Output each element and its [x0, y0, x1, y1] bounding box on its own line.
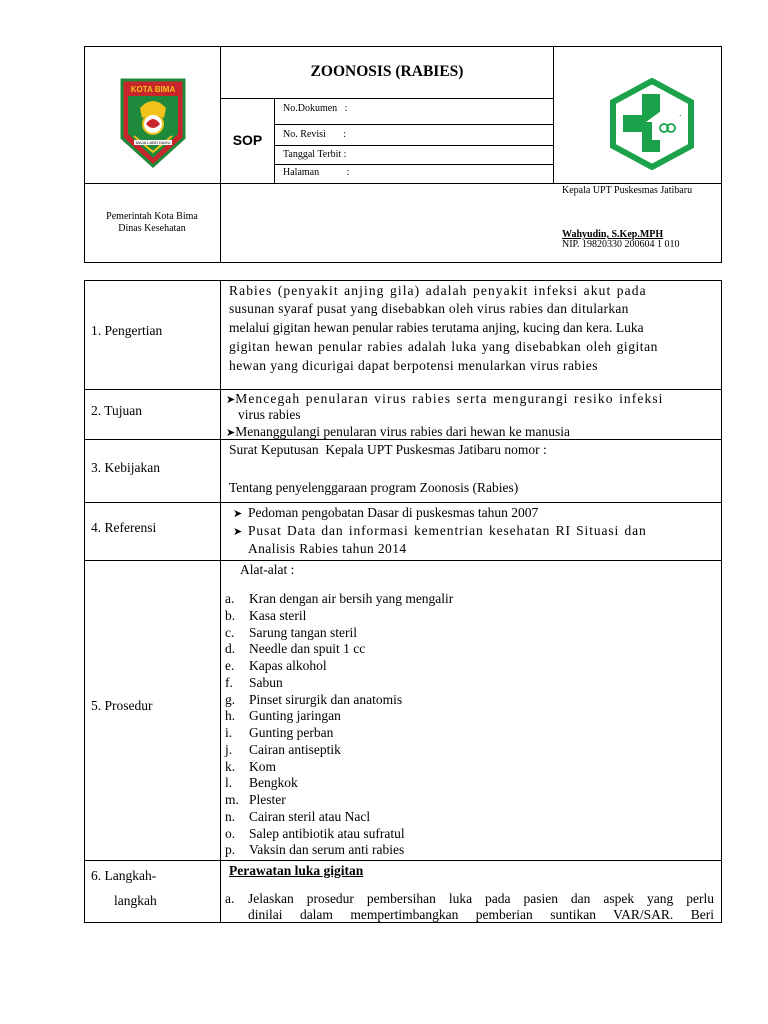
pengertian-line: gigitan hewan penular rabies adalah luka yang disebabkan oleh gigitan [229, 339, 658, 354]
puskesmas-logo [608, 78, 696, 170]
prosedur-item [225, 775, 298, 792]
prosedur-item-letter: j. [225, 741, 233, 757]
pengertian-line: Rabies (penyakit anjing gila) adalah penyakit infeksi akut pada [229, 283, 647, 298]
referensi-item-continued: Analisis Rabies tahun 2014 [248, 541, 407, 556]
prosedur-item-letter: o. [225, 825, 236, 841]
prosedur-item [225, 608, 306, 625]
arrow-bullet-icon: ➤ [233, 525, 243, 538]
kebijakan-line: Tentang penyelenggaraan program Zoonosis (Rabies) [229, 480, 519, 495]
prosedur-item-letter: e. [225, 658, 235, 673]
langkah-item-line: Jelaskan prosedur pembersihan luka pada pasien dan aspek yang perlu [248, 891, 714, 906]
tujuan-item: ➤Menanggulangi penularan virus rabies dari hewan ke manusia [226, 424, 570, 439]
prosedur-item-letter: l. [225, 775, 233, 791]
prosedur-item [225, 708, 341, 725]
label-pengertian: 1. Pengertian [91, 323, 163, 338]
field-no-dokumen: No.Dokumen : [283, 103, 348, 114]
referensi-item: ➤ Pedoman pengobatan Dasar di puskesmas tahun 2007 [233, 505, 539, 520]
prosedur-item [225, 692, 402, 709]
label-langkah: 6. Langkah- [91, 868, 157, 883]
label-referensi: 4. Referensi [91, 520, 157, 535]
prosedur-item [225, 792, 286, 809]
prosedur-item-text: Bengkok [249, 775, 298, 791]
prosedur-item-text: Cairan steril atau Nacl [249, 808, 371, 824]
prosedur-item [225, 742, 341, 759]
signer-title: Kepala UPT Puskesmas Jatibaru [562, 185, 693, 196]
prosedur-item-text: Plester [249, 792, 286, 807]
arrow-bullet-icon: ➤ [226, 426, 236, 439]
prosedur-item [225, 675, 283, 692]
prosedur-item [225, 826, 405, 843]
label-tujuan: 2. Tujuan [91, 403, 143, 418]
label-kebijakan: 3. Kebijakan [91, 460, 160, 475]
prosedur-item-text: Salep antibiotik atau sufratul [249, 825, 405, 841]
field-tanggal-terbit: Tanggal Terbit : [283, 149, 347, 160]
prosedur-item-letter: b. [225, 607, 236, 623]
prosedur-item-letter: i. [225, 725, 233, 740]
org-department: Dinas Kesehatan [118, 223, 186, 234]
prosedur-item-text: Gunting perban [249, 725, 334, 740]
prosedur-item-text: Kran dengan air bersih yang mengalir [249, 591, 454, 606]
prosedur-item-text: Kapas alkohol [249, 658, 327, 673]
arrow-bullet-icon: ➤ [233, 507, 243, 520]
prosedur-item [225, 625, 357, 642]
prosedur-item-letter: k. [225, 758, 236, 774]
prosedur-item-text: Vaksin dan serum anti rabies [249, 842, 405, 858]
prosedur-item-text: Kom [249, 758, 276, 774]
prosedur-item-text: Sarung tangan steril [249, 624, 357, 640]
prosedur-item [225, 658, 327, 675]
prosedur-item-letter: n. [225, 808, 236, 824]
prosedur-item-letter: a. [225, 591, 235, 606]
prosedur-item [225, 759, 276, 776]
referensi-item: ➤ Pusat Data dan informasi kementrian kesehatan RI Situasi dan [233, 523, 647, 538]
kebijakan-line: Surat Keputusan Kepala UPT Puskesmas Jatibaru nomor : [229, 442, 547, 457]
prosedur-item-letter: c. [225, 624, 235, 640]
tujuan-item: ➤Mencegah penularan virus rabies serta mengurangi resiko infeksi [226, 391, 664, 406]
prosedur-item [225, 809, 370, 826]
label-langkah-continued: langkah [114, 893, 157, 908]
field-halaman: Halaman : [283, 167, 350, 178]
langkah-item-label: a. [225, 891, 235, 906]
prosedur-item-text: Pinset sirurgik dan anatomis [249, 691, 403, 707]
prosedur-item-letter: d. [225, 641, 236, 657]
prosedur-item [225, 641, 365, 658]
prosedur-item [225, 725, 333, 742]
emblem-text: KOTA BIMA [130, 85, 176, 94]
org-name: Pemerintah Kota Bima [106, 211, 198, 222]
prosedur-item-text: Gunting jaringan [249, 708, 341, 724]
langkah-heading: Perawatan luka gigitan [229, 863, 364, 878]
prosedur-item-text: Cairan antiseptik [249, 741, 341, 757]
sop-label: SOP [232, 132, 263, 148]
pengertian-line: hewan yang dicurigai dapat berpotensi menularkan virus rabies [229, 358, 598, 373]
prosedur-item [225, 591, 453, 608]
arrow-bullet-icon: ➤ [226, 393, 236, 406]
kota-bima-emblem [120, 78, 186, 168]
prosedur-item-text: Needle dan spuit 1 cc [249, 641, 366, 657]
prosedur-item-text: Kasa steril [249, 607, 307, 623]
langkah-item-line: dinilai dalam mempertimbangkan pemberian suntikan VAR/SAR. Beri [248, 907, 714, 922]
prosedur-item-letter: p. [225, 842, 236, 858]
pengertian-line: susunan syaraf pusat yang disebabkan oleh virus rabies dan ditularkan [229, 301, 629, 316]
svg-text:MAJA LABO DAHU: MAJA LABO DAHU [135, 140, 171, 146]
prosedur-item-text: Sabun [249, 674, 283, 690]
field-no-revisi: No. Revisi : [283, 129, 347, 140]
pengertian-line: melalui gigitan hewan penular rabies terutama anjing, kucing dan kera. Luka [229, 320, 644, 335]
prosedur-item-letter: g. [225, 691, 236, 707]
signer-name: Wahyudin, S.Kep.MPH [562, 229, 664, 240]
document-title: ZOONOSIS (RABIES) [310, 63, 464, 80]
signer-nip: NIP. 19820330 200604 1 010 [562, 239, 680, 250]
prosedur-item-letter: m. [225, 792, 239, 807]
prosedur-item [225, 842, 404, 859]
tujuan-item-continued: virus rabies [238, 407, 301, 422]
prosedur-heading: Alat-alat : [240, 562, 295, 577]
prosedur-item-letter: f. [225, 674, 233, 690]
label-prosedur: 5. Prosedur [91, 698, 153, 713]
prosedur-item-letter: h. [225, 708, 236, 724]
